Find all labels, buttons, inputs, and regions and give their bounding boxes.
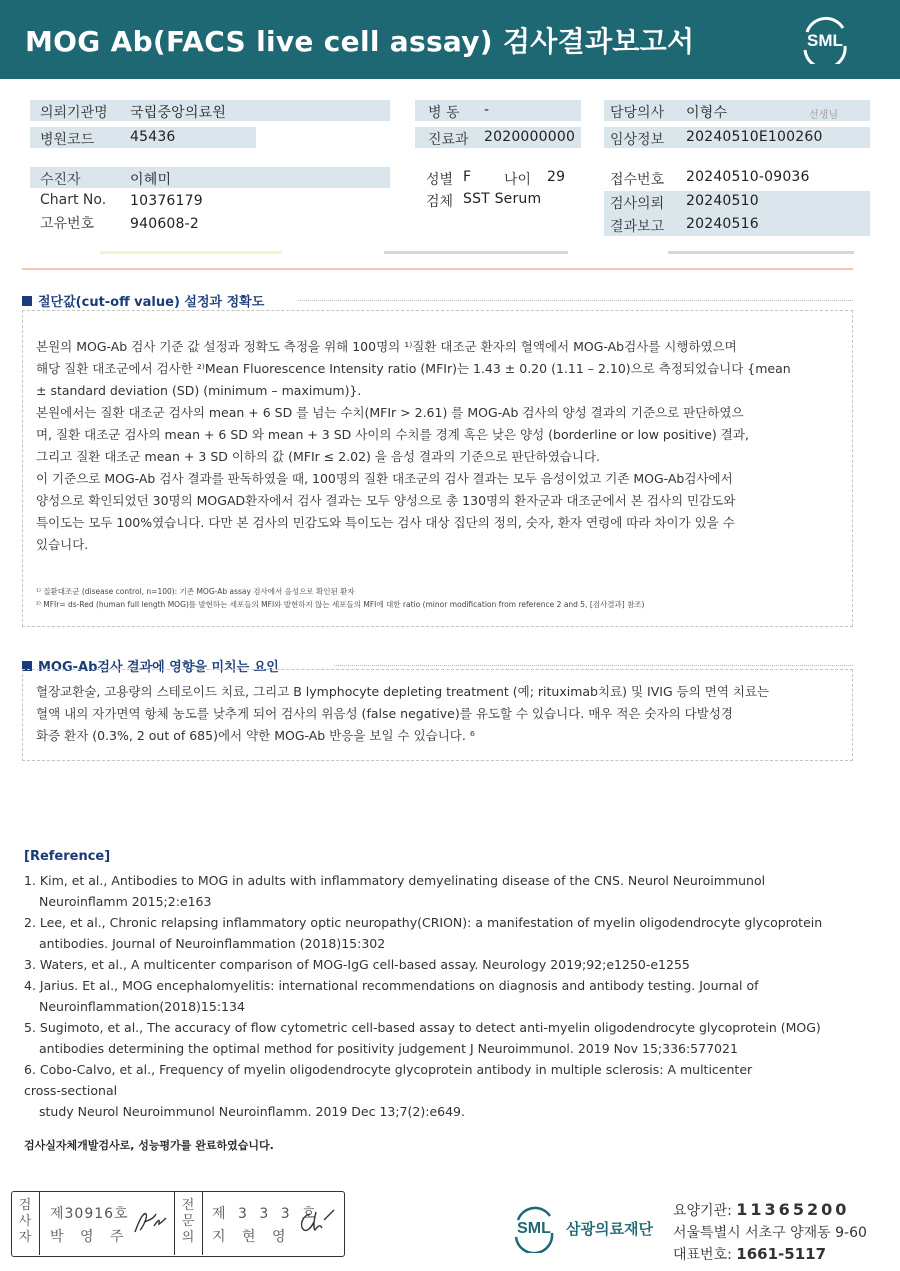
reference-item: 2. Lee, et al., Chronic relapsing inflammatory optic neuropathy(CRION): a manifestation of myelin oligodendrocyte glycoprotein: [24, 915, 823, 930]
specimen-label: 검체: [426, 194, 454, 210]
reference-title: [Reference]: [24, 849, 111, 864]
sml-footer-logo-text: SML: [517, 1220, 551, 1237]
reference-item-cont: study Neurol Neuroimmunol Neuroinflamm. 2019 Dec 13;7(2):e649.: [39, 1104, 465, 1119]
doctor-title: 선생님: [809, 110, 838, 121]
reference-item-cont: Neuroinflamm 2015;2:e163: [39, 894, 212, 909]
sml-footer-logo-icon: [510, 1203, 558, 1253]
body-line: 혈액 내의 자가면역 항체 농도를 낮추게 되어 검사의 위음성 (false negative)를 유도할 수 있습니다. 매우 적은 숫자의 다발성경: [36, 706, 733, 721]
separator-line: [384, 251, 568, 254]
institution-label: 의뢰기관명: [40, 105, 108, 121]
body-line: 이 기준으로 MOG-Ab 검사 결과를 판독하였을 때, 100명의 질환 대조군의 검사 결과는 모두 음성이었고 기존 MOG-Ab검사에서: [36, 471, 733, 486]
specialist-license: 제 3 3 3 호: [212, 1206, 320, 1222]
specialist-label: 전문의: [181, 1198, 195, 1245]
department-label: 진료과: [428, 132, 469, 148]
dotted-rule: [298, 300, 853, 301]
reference-item: 1. Kim, et al., Antibodies to MOG in adults with inflammatory demyelinating disease of the CNS. Neurol Neuroimmunol: [24, 873, 766, 888]
institution-value: 국립중앙의료원: [130, 105, 227, 121]
reference-item-cont: cross-sectional: [24, 1083, 118, 1098]
reference-item-cont: Neuroinflammation(2018)15:134: [39, 999, 245, 1014]
tester-license: 제30916호: [50, 1206, 129, 1222]
body-line: 본원의 MOG-Ab 검사 기준 값 설정과 정확도 측정을 위해 100명의 ¹⁾질환 대조군 환자의 혈액에서 MOG-Ab검사를 시행하였으며: [36, 339, 737, 354]
hospital-code-label: 병원코드: [40, 132, 95, 148]
body-line: 혈장교환술, 고용량의 스테로이드 치료, 그리고 B lymphocyte depleting treatment (예; rituximab치료) 및 IVIG 등의 면역 치료는: [36, 684, 770, 699]
body-line: 양성으로 확인되었던 30명의 MOGAD환자에서 검사 결과는 모두 양성으로 총 130명의 환자군과 대조군에서 본 검사의 민감도와: [36, 493, 736, 508]
sml-logo-icon: [797, 14, 853, 64]
body-line: ± standard deviation (SD) (minimum – maximum)}.: [36, 383, 362, 398]
dotted-rule: [334, 665, 853, 666]
tester-signature-icon: [132, 1208, 168, 1236]
footnote-1: ¹⁾ 질환대조군 (disease control, n=100): 기존 MOG-Ab assay 검사에서 음성으로 확인된 환자: [36, 587, 355, 596]
clinical-value: 20240510E100260: [686, 129, 823, 145]
square-bullet-icon: [22, 296, 32, 306]
phone-line: [673, 1244, 826, 1264]
request-value: 20240510: [686, 193, 759, 209]
chart-no-value: 10376179: [130, 193, 203, 209]
separator-line: [100, 251, 282, 254]
section1-body: [36, 336, 846, 556]
body-line: 며, 질환 대조군 검사의 mean + 6 SD 와 mean + 3 SD 사이의 수치를 경계 혹은 낮은 양성 (borderline or low positive) 결과,: [36, 427, 749, 442]
chart-no-label: Chart No.: [40, 192, 107, 208]
sex-value: F: [463, 169, 472, 185]
reference-item: 6. Cobo-Calvo, et al., Frequency of myelin oligodendrocyte glycoprotein antibody in multiple sclerosis: A multicenter: [24, 1062, 753, 1077]
report-title: MOG Ab(FACS live cell assay) 검사결과보고서: [25, 25, 695, 58]
tester-name: 박 영 주: [50, 1229, 130, 1245]
body-line: 해당 질환 대조군에서 검사한 ²⁾Mean Fluorescence Intensity ratio (MFIr)는 1.43 ± 0.20 (1.11 – 2.10)으로 측정되었습니다 {mean: [36, 361, 791, 376]
body-line: 특이도는 모두 100%였습니다. 다만 본 검사의 민감도와 특이도는 검사 대상 집단의 정의, 숫자, 환자 연령에 따라 차이가 있을 수: [36, 515, 735, 530]
tester-label: 검사자: [18, 1198, 32, 1245]
reference-item: 3. Waters, et al., A multicenter comparison of MOG-IgG cell-based assay. Neurology 2019;92;e1250-e1255: [24, 957, 690, 972]
institution-code-label: 요양기관:: [673, 1203, 732, 1219]
address: 서울특별시 서초구 양재동 9-60: [673, 1225, 867, 1241]
hospital-code-value: 45436: [130, 129, 176, 145]
specialist-name: 지 현 영: [212, 1229, 292, 1245]
receipt-label: 접수번호: [610, 172, 665, 188]
institution-code-line: [673, 1200, 849, 1220]
reference-item-cont: antibodies. Journal of Neuroinflammation (2018)15:302: [39, 936, 386, 951]
body-line: 그리고 질환 대조군 mean + 3 SD 이하의 값 (MFIr ≤ 2.02) 을 음성 결과의 기준으로 판단하였습니다.: [36, 449, 601, 464]
foundation-name: 삼광의료재단: [566, 1220, 653, 1238]
section2-body: [36, 681, 846, 747]
body-line: 화증 환자 (0.3%, 2 out of 685)에서 약한 MOG-Ab 반응을 보일 수 있습니다. ⁶: [36, 728, 475, 743]
signature-divider: [39, 1192, 40, 1255]
section1-title: 절단값(cut-off value) 설정과 정확도: [22, 291, 264, 310]
doctor-value: 이형수: [686, 105, 728, 121]
phone-number: 1661-5117: [736, 1245, 827, 1263]
report-value: 20240516: [686, 216, 759, 232]
id-label: 고유번호: [40, 216, 95, 232]
ward-label: 병 동: [428, 105, 460, 121]
signature-box: [11, 1191, 345, 1257]
footnote-2: ²⁾ MFIr= ds-Red (human full length MOG)를 발현하는 세포들의 MFI와 발현하지 않는 세포들의 MFI에 대한 ratio (minor modification from reference 2 and 5, [검사결과] 참조): [36, 600, 645, 609]
patient-bar: [30, 167, 390, 188]
specimen-value: SST Serum: [463, 191, 542, 207]
body-line: 본원에서는 질환 대조군 검사의 mean + 6 SD 를 넘는 수치(MFIr > 2.61) 를 MOG-Ab 검사의 양성 결과의 기준으로 판단하였으: [36, 405, 744, 420]
department-value: 2020000000: [484, 129, 576, 145]
phone-label: 대표번호:: [673, 1247, 732, 1263]
reference-item: 4. Jarius. Et al., MOG encephalomyelitis: international recommendations on diagnosis and antibody testing. Journal of: [24, 978, 759, 993]
patient-value: 이혜미: [130, 172, 172, 188]
reference-item: 5. Sugimoto, et al., The accuracy of flow cytometric cell-based assay to detect anti-myelin oligodendrocyte glycoprotein (MOG): [24, 1020, 821, 1035]
reference-list: [24, 870, 822, 1122]
id-value: 940608-2: [130, 216, 200, 232]
signature-divider: [174, 1192, 175, 1255]
validation-note: 검사실자체개발검사로, 성능평가를 완료하였습니다.: [24, 1139, 274, 1152]
section2-title: MOG-Ab검사 결과에 영향을 미치는 요인: [22, 656, 279, 675]
report-label: 결과보고: [610, 219, 665, 235]
specialist-signature-icon: [296, 1208, 336, 1236]
institution-code: 11365200: [736, 1200, 850, 1219]
sex-label: 성별: [426, 172, 454, 188]
ward-value: -: [484, 102, 490, 118]
divider: [22, 268, 853, 270]
clinical-label: 임상정보: [610, 132, 665, 148]
age-value: 29: [547, 169, 566, 185]
request-label: 검사의뢰: [610, 196, 665, 212]
patient-label: 수진자: [40, 172, 81, 188]
signature-divider: [202, 1192, 203, 1255]
sml-logo-text: SML: [807, 31, 843, 50]
reference-item-cont: antibodies determining the optimal method for positivity judgement J Neuroimmunol. 2019 Nov 15;336:577021: [39, 1041, 738, 1056]
doctor-label: 담당의사: [610, 105, 665, 121]
age-label: 나이: [504, 172, 532, 188]
separator-line: [668, 251, 854, 254]
receipt-value: 20240510-09036: [686, 169, 810, 185]
body-line: 있습니다.: [36, 537, 89, 552]
report-header: [0, 0, 900, 79]
